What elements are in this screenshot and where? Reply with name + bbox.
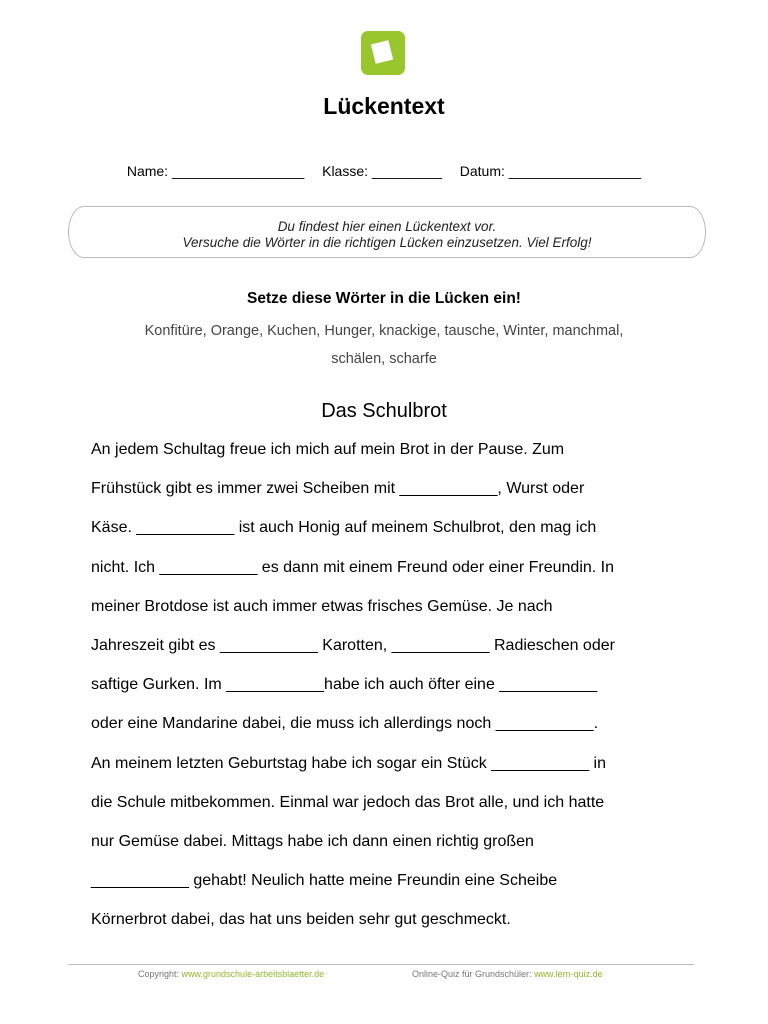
- quiz-label: Online-Quiz für Grundschüler:: [412, 969, 535, 979]
- story-title: Das Schulbrot: [321, 400, 447, 422]
- wordbank-line-1: Konfitüre, Orange, Kuchen, Hunger, knackige, tausche, Winter, manchmal,: [144, 323, 624, 339]
- story-line: An jedem Schultag freue ich mich auf mein Brot in der Pause. Zum: [91, 441, 565, 458]
- notice-line-1: Du findest hier einen Lückentext vor.: [277, 219, 497, 234]
- story-line: nur Gemüse dabei. Mittags habe ich dann einen richtig großen: [91, 832, 534, 850]
- page-title: Lückentext: [323, 93, 445, 119]
- name-field[interactable]: Name: _________________: [126, 163, 305, 179]
- story-line: meiner Brotdose ist auch immer etwas frisches Gemüse. Je nach: [91, 597, 553, 615]
- logo-paper-icon: [371, 40, 393, 64]
- copyright-label: Copyright:: [138, 969, 182, 979]
- story-line: nicht. Ich ___________ es dann mit einem Freund oder einer Freundin. In: [91, 558, 614, 576]
- student-info-row: [0, 163, 768, 179]
- story-line: die Schule mitbekommen. Einmal war jedoch das Brot alle, und ich hatte: [91, 793, 605, 811]
- notice-line-2: Versuche die Wörter in die richtigen Lücken einzusetzen. Viel Erfolg!: [182, 235, 592, 250]
- footer-copyright: [138, 969, 324, 979]
- wordbank-line-2: schälen, scharfe: [331, 351, 437, 367]
- story-text: [91, 430, 691, 939]
- date-field[interactable]: Datum: _________________: [459, 163, 642, 179]
- story-line: ___________ gehabt! Neulich hatte meine Freundin eine Scheibe: [91, 872, 558, 890]
- class-field[interactable]: Klasse: _________: [322, 163, 442, 179]
- quiz-link[interactable]: www.lern-quiz.de: [534, 969, 603, 979]
- brand-logo: [361, 31, 405, 75]
- footer-divider: [68, 964, 694, 965]
- story-line: An meinem letzten Geburtstag habe ich sogar ein Stück ___________ in: [91, 754, 606, 772]
- footer-quiz: [412, 969, 603, 979]
- instruction-notice: [68, 206, 706, 258]
- wordbank-heading: Setze diese Wörter in die Lücken ein!: [247, 290, 521, 307]
- story-line: oder eine Mandarine dabei, die muss ich allerdings noch ___________.: [91, 715, 599, 733]
- story-line: Käse. ___________ ist auch Honig auf meinem Schulbrot, den mag ich: [91, 519, 597, 537]
- story-line: Körnerbrot dabei, das hat uns beiden sehr gut geschmeckt.: [91, 911, 511, 929]
- story-line: Frühstück gibt es immer zwei Scheiben mit ___________, Wurst oder: [91, 480, 585, 498]
- story-line: Jahreszeit gibt es ___________ Karotten, ___________ Radieschen oder: [91, 636, 615, 654]
- story-line: saftige Gurken. Im ___________habe ich auch öfter eine ___________: [91, 676, 598, 694]
- copyright-link[interactable]: www.grundschule-arbeitsblaetter.de: [181, 969, 325, 979]
- wordbank: [100, 317, 668, 373]
